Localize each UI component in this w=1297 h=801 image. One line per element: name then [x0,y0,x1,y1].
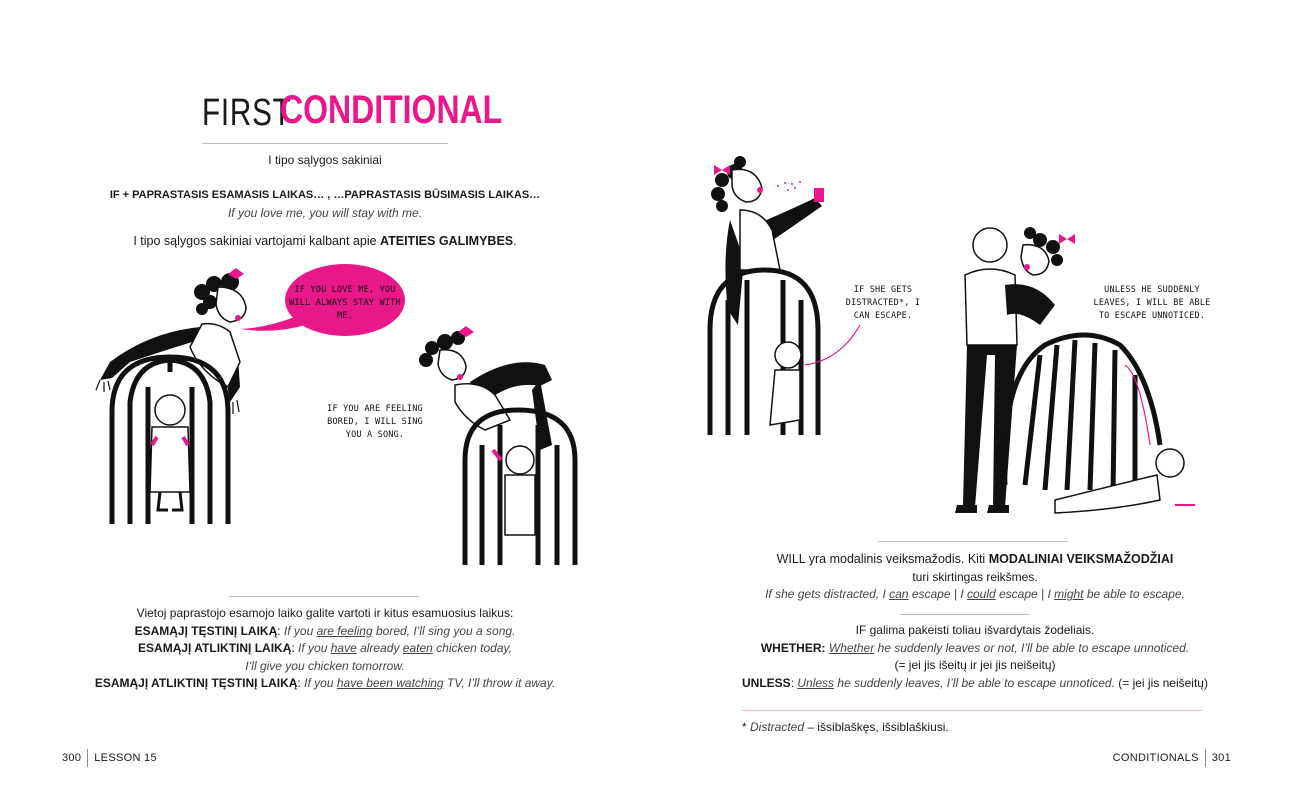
unless-translation: (= jei jis neišeitų) [1114,675,1208,690]
left-page-number: 300 [62,751,82,764]
unless-example: he suddenly leaves, I’ll be able to escape unnoticed. [834,675,1115,690]
modal-bold: MODALINIAI VEIKSMAŽODŽIAI [988,552,1174,566]
whether-row [720,640,1230,658]
illustration-woman-cage-2 [410,320,590,570]
tense-3-text-b: TV, I’ll throw it away. [443,676,556,690]
modal-line [720,551,1230,569]
tense-1-underlined: are feeling [316,623,373,638]
title-divider [202,143,448,144]
modal-example [720,586,1230,604]
modal-block [720,551,1230,604]
right-section-divider-1 [878,541,1068,542]
tense-2-text-b: already [356,641,403,655]
footer-separator [87,749,88,767]
modal-ex-c: escape | I [995,587,1055,601]
formula-example: If you love me, you will stay with me. [227,206,423,220]
left-section-divider [229,596,419,597]
unless-row: UNLESS: Unless he suddenly leaves, I’ll be able to escape unnoticed. (= jei jis neišeitų) [742,675,1208,690]
right-page-number: 301 [1211,751,1231,764]
whether-translation: (= jei jis išeitų ir jei jis neišeitų) [894,658,1056,672]
right-section-divider-2 [900,614,1030,615]
whether-underlined: Whether [828,640,875,655]
footnote-term: Distracted [750,720,805,734]
speech-bubble-1: IF YOU LOVE ME, YOU WILL ALWAYS STAY WITH ME. [289,285,401,321]
replace-intro: IF galima pakeisti toliau išvardytais žodeliais. [855,623,1095,637]
modal-ex-d: be able to escape. [1083,587,1185,601]
modal-text-a: WILL yra modalinis veiksmažodis. Kiti [776,552,989,566]
tense-3-label: ESAMĄJĮ ATLIKTINĮ TĘSTINĮ LAIKĄ [94,676,298,690]
usage-line [100,233,550,251]
title-conditional-word: CONDITIONAL [280,88,503,132]
tense-2-underlined-1: have [330,641,357,655]
tense-1-text-b: bored, I’ll sing you a song. [372,623,516,638]
footer-separator [1205,749,1206,767]
unless-underlined: Unless [797,675,835,690]
tense-3-underlined: have been watching [336,676,444,690]
whether-label: WHETHER: [760,640,826,655]
speech-bubble-4: UNLESS HE SUDDENLY LEAVES, I WILL BE ABLE TO ESCAPE UNNOTICED. [1093,285,1211,321]
right-footer [1113,749,1231,767]
illustration-couple-cage [945,215,1205,520]
footnote-divider [742,710,1202,711]
usage-suffix: . [513,234,517,248]
tense-2-continuation: I’ll give you chicken tomorrow. [245,658,405,673]
tense-row-3: ESAMĄJĮ ATLIKTINĮ TĘSTINĮ LAIKĄ: If you have been watching TV, I’ll throw it away. [94,676,556,690]
title-first-word: FIRST [202,92,292,134]
speech-bubble-3: IF SHE GETS DISTRACTED*, I CAN ESCAPE. [845,285,921,321]
usage-prefix: I tipo sąlygos sakiniai vartojami kalbant apie [133,234,381,248]
tense-3-text-a: If you [304,676,337,690]
tense-row-2: ESAMĄJĮ ATLIKTINĮ LAIKĄ: If you have already eaten chicken today, [138,641,512,655]
tense-2-label: ESAMĄJĮ ATLIKTINĮ LAIKĄ [138,641,292,655]
speech-bubble-2: IF YOU ARE FEELING BORED, I WILL SING YOU A SONG. [327,404,423,440]
footnote-definition: – išsiblaškęs, išsiblaškiusi. [804,720,949,734]
modal-ex-b: escape | I [908,587,967,601]
formula: IF + PAPRASTASIS ESAMASIS LAIKAS… , …PAPRASTASIS BŪSIMASIS LAIKAS… [109,189,541,201]
left-footer [62,749,157,767]
footnote-star: * [742,720,751,734]
page-title [202,86,503,134]
modal-ex-could: could [966,587,996,601]
modal-line-2: turi skirtingas reikšmes. [912,569,1038,584]
footnote [742,719,1202,737]
replace-block [720,622,1230,692]
whether-example: he suddenly leaves or not, I’ll be able to escape unnoticed. [874,640,1190,655]
modal-ex-might: might [1054,587,1084,601]
left-footer-label: LESSON 15 [94,751,157,764]
modal-ex-can: can [889,587,909,601]
tense-2-text-a: If you [298,641,331,655]
tenses-intro: Vietoj paprastojo esamojo laiko galite vartoti ir kitus esamuosius laikus: [136,606,514,620]
usage-bold: ATEITIES GALIMYBES [380,234,514,248]
tenses-block [80,605,570,693]
unless-label: UNLESS [742,675,791,690]
tense-2-text-c: chicken today, [432,641,512,655]
tense-1-text-a: If you [283,623,317,638]
tense-1-label: ESAMĄJĮ TĘSTINĮ LAIKĄ [134,623,278,638]
right-footer-label: CONDITIONALS [1112,751,1199,764]
subtitle: I tipo sąlygos sakiniai [268,153,382,167]
modal-ex-a: If she gets distracted, I [765,587,890,601]
tense-2-underlined-2: eaten [402,641,433,655]
tense-row-1: ESAMĄJĮ TĘSTINĮ LAIKĄ: If you are feeling bored, I’ll sing you a song. [134,623,516,638]
